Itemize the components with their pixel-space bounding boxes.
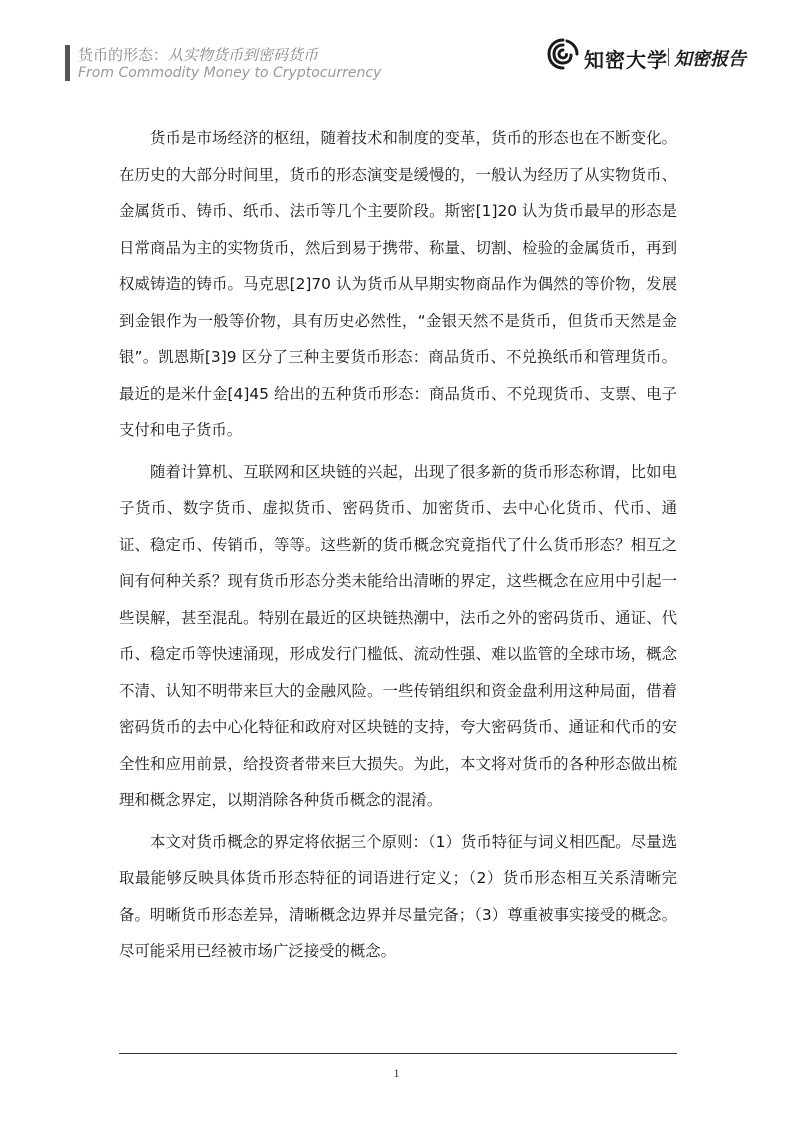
logo-name: 知密大学 [584,48,668,72]
body-paragraph: 本文对货币概念的界定将依据三个原则：（1）货币特征与词义相匹配。尽量选取最能够反映具体货币形态特征的词语进行定义；（2）货币形态相互关系清晰完备。明晰货币形态差异，清晰概念边界并尽量完备；（3）尊重被事实接受的概念。尽可能采用已经被市场广泛接受的概念。 [119,832,677,960]
page-number: 1 [393,1066,400,1080]
page-header [0,0,793,100]
logo-report-label: 知密报告 [674,49,746,70]
header-subtitle: From Commodity Money to Cryptocurrency [78,65,382,81]
body-paragraph: 随着计算机、互联网和区块链的兴起，出现了很多新的货币形态称谓，比如电子货币、数字货币、虚拟货币、密码货币、加密货币、去中心化货币、代币、通证、稳定币、传销币，等等。这些新的货币概念究竟指代了什么货币形态？相互之间有何种关系？现有货币形态分类未能给出清晰的界定，这些概念在应用中引起一些误解，甚至混乱。特别在最近的区块链热潮中，法币之外的密码货币、通证、代币、稳定币等快速涌现，形成发行门槛低、流动性强、难以监管的全球市场，概念不清、认知不明带来巨大的金融风险。一些传销组织和资金盘利用这种局面，借着密码货币的去中心化特征和政府对区块链的支持，夸大密码货币、通证和代币的安全性和应用前景，给投资者带来巨大损失。为此，本文将对货币的各种形态做出梳理和概念界定，以期消除各种货币概念的混淆。 [119,462,677,809]
footer-divider [119,1053,677,1054]
document-body [119,120,677,970]
header-title-cn-italic: 从实物货币到密码货币 [168,46,319,64]
logo-separator [668,48,669,66]
header-title-cn: 货币的形态： [78,46,169,64]
header-title [78,44,318,65]
fingerprint-spiral-icon [545,36,581,72]
brand-logo [545,36,745,76]
body-paragraph: 货币是市场经济的枢纽，随着技术和制度的变革，货币的形态也在不断变化。在历史的大部分时间里，货币的形态演变是缓慢的，一般认为经历了从实物货币、金属货币、铸币、纸币、法币等几个主要阶段。斯密[1]20 认为货币最早的形态是日常商品为主的实物货币，然后到易于携带、称量、切割、检验的金属货币，再到权威铸造的铸币。马克思[2]70 认为货币从早期实物商品作为偶然的等价物，发展到金银作为一般等价物，具有历史必然性，“金银天然不是货币，但货币天然是金银”。凯恩斯[3]9 区分了三种主要货币形态：商品货币、不兑换纸币和管理货币。最近的是米什金[4]45 给出的五种货币形态：商品货币、不兑现货币、支票、电子支付和电子货币。 [119,129,677,439]
header-accent-bar [65,45,70,81]
